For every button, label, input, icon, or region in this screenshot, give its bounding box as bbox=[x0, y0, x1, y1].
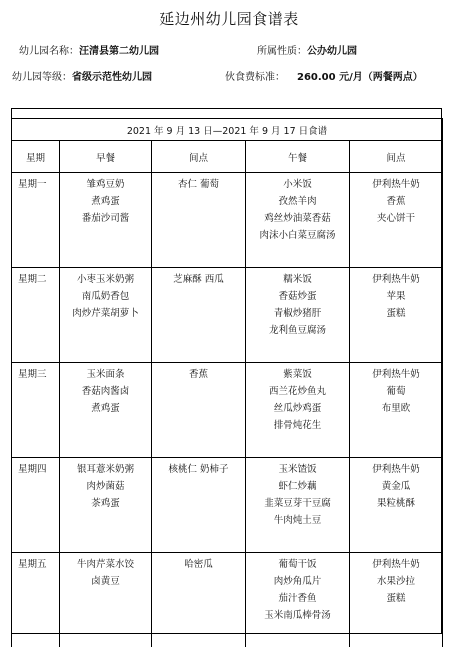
breakfast-item: 玉米面条 bbox=[86, 369, 125, 380]
date-range: 2021 年 9 月 13 日—2021 年 9 月 17 日食谱 bbox=[12, 119, 443, 141]
nature-label: 所属性质： bbox=[257, 46, 307, 57]
snack-2-item: 伊利热牛奶 bbox=[372, 369, 420, 380]
lunch-item: 排骨炖花生 bbox=[273, 420, 322, 431]
breakfast-item: 肉炒芹菜胡萝卜 bbox=[72, 308, 139, 319]
fee-label: 伙食费标准： bbox=[225, 72, 285, 83]
lunch-item: 小米饭 bbox=[283, 179, 312, 190]
snack-2-item: 布里欧 bbox=[381, 403, 411, 414]
lunch-item: 青椒炒猪肝 bbox=[273, 308, 322, 319]
day-row bbox=[12, 363, 443, 458]
lunch-cell bbox=[246, 363, 350, 458]
breakfast-item: 肉炒菌菇 bbox=[86, 481, 125, 492]
weekday-label: 星期三 bbox=[18, 369, 47, 380]
breakfast-cell bbox=[60, 363, 152, 458]
lunch-item: 茄汁香鱼 bbox=[278, 593, 317, 604]
lunch-item: 鸡丝炒油菜香菇 bbox=[264, 213, 331, 224]
lunch-cell bbox=[246, 268, 350, 363]
lunch-cell bbox=[246, 553, 350, 648]
fee-row bbox=[225, 68, 423, 83]
lunch-item: 丝瓜炒鸡蛋 bbox=[273, 403, 322, 414]
weekday-label: 星期五 bbox=[18, 559, 47, 570]
breakfast-item: 茶鸡蛋 bbox=[91, 498, 120, 509]
snack-2-cell bbox=[350, 553, 443, 648]
fee-value: 260.00 元/月（两餐两点） bbox=[297, 72, 423, 83]
header-snack-1: 间点 bbox=[152, 141, 246, 173]
breakfast-item: 煮鸡蛋 bbox=[91, 403, 120, 414]
snack-1-item: 芝麻酥 西瓜 bbox=[173, 274, 224, 285]
weekday-cell bbox=[12, 268, 60, 363]
weekday-label: 星期二 bbox=[18, 274, 47, 285]
day-row bbox=[12, 268, 443, 363]
lunch-item: 玉米馇饭 bbox=[278, 464, 317, 475]
snack-1-cell bbox=[152, 363, 246, 458]
breakfast-item: 香菇肉酱卤 bbox=[81, 386, 130, 397]
snack-2-item: 葡萄 bbox=[386, 386, 406, 397]
lunch-item: 西兰花炒鱼丸 bbox=[268, 386, 326, 397]
snack-2-item: 蛋糕 bbox=[386, 593, 406, 604]
weekday-label: 星期四 bbox=[18, 464, 47, 475]
day-row bbox=[12, 173, 443, 268]
snack-2-item: 伊利热牛奶 bbox=[372, 464, 420, 475]
lunch-cell bbox=[246, 173, 350, 268]
snack-1-item: 核桃仁 奶柿子 bbox=[168, 464, 229, 475]
lunch-item: 肉炒角瓜片 bbox=[273, 576, 322, 587]
breakfast-item: 煮鸡蛋 bbox=[91, 196, 120, 207]
lunch-cell bbox=[246, 458, 350, 553]
breakfast-item: 雏鸡豆奶 bbox=[86, 179, 125, 190]
breakfast-item: 牛肉芹菜水饺 bbox=[76, 559, 134, 570]
weekday-cell bbox=[12, 363, 60, 458]
nature-value: 公办幼儿园 bbox=[307, 46, 357, 57]
weekday-cell bbox=[12, 458, 60, 553]
day-row bbox=[12, 553, 443, 648]
lunch-item: 糯米饭 bbox=[283, 274, 312, 285]
header-row bbox=[12, 141, 443, 173]
lunch-item: 孜然羊肉 bbox=[278, 196, 317, 207]
grade-value: 省级示范性幼儿园 bbox=[72, 72, 152, 83]
lunch-item: 玉米南瓜棒骨汤 bbox=[264, 610, 331, 621]
snack-2-item: 苹果 bbox=[386, 291, 406, 302]
lunch-item: 葡萄干饭 bbox=[278, 559, 317, 570]
menu-table bbox=[11, 118, 443, 647]
lunch-item: 紫菜饭 bbox=[283, 369, 312, 380]
snack-2-item: 黄金瓜 bbox=[381, 481, 411, 492]
breakfast-item: 番茄沙司酱 bbox=[81, 213, 130, 224]
page-title: 延边州幼儿园食谱表 bbox=[159, 10, 299, 28]
nature-row bbox=[257, 42, 357, 57]
breakfast-item: 银耳薏米奶粥 bbox=[76, 464, 134, 475]
grade-row bbox=[12, 68, 152, 83]
snack-1-cell bbox=[152, 173, 246, 268]
weekday-label: 星期一 bbox=[18, 179, 47, 190]
lunch-item: 香菇炒蛋 bbox=[278, 291, 317, 302]
lunch-item: 韭菜豆芽干豆腐 bbox=[264, 498, 331, 509]
breakfast-item: 卤黄豆 bbox=[91, 576, 120, 587]
lunch-item: 牛肉炖土豆 bbox=[273, 515, 322, 526]
snack-2-item: 蛋糕 bbox=[386, 308, 406, 319]
breakfast-item: 小枣玉米奶粥 bbox=[76, 274, 134, 285]
lunch-item: 龙利鱼豆腐汤 bbox=[268, 325, 326, 336]
breakfast-cell bbox=[60, 268, 152, 363]
breakfast-cell bbox=[60, 553, 152, 648]
header-lunch: 午餐 bbox=[246, 141, 350, 173]
grade-label: 幼儿园等级： bbox=[12, 72, 72, 83]
snack-2-item: 伊利热牛奶 bbox=[372, 559, 420, 570]
snack-2-cell bbox=[350, 268, 443, 363]
lunch-item: 虾仁炒藕 bbox=[278, 481, 317, 492]
snack-1-item: 杏仁 葡萄 bbox=[177, 179, 220, 190]
kindergarten-name-label: 幼儿园名称： bbox=[19, 46, 79, 57]
snack-2-cell bbox=[350, 363, 443, 458]
snack-2-item: 香蕉 bbox=[386, 196, 406, 207]
weekday-cell bbox=[12, 173, 60, 268]
snack-1-cell bbox=[152, 458, 246, 553]
header-snack-2: 间点 bbox=[350, 141, 443, 173]
breakfast-cell bbox=[60, 173, 152, 268]
header-weekday: 星期 bbox=[12, 141, 60, 173]
snack-2-cell bbox=[350, 173, 443, 268]
snack-2-item: 水果沙拉 bbox=[376, 576, 415, 587]
snack-2-item: 伊利热牛奶 bbox=[372, 179, 420, 190]
snack-1-cell bbox=[152, 553, 246, 648]
day-row bbox=[12, 458, 443, 553]
breakfast-item: 南瓜奶香包 bbox=[81, 291, 130, 302]
kindergarten-name-row bbox=[19, 42, 159, 57]
snack-1-cell bbox=[152, 268, 246, 363]
breakfast-cell bbox=[60, 458, 152, 553]
snack-2-item: 果粒桃酥 bbox=[376, 498, 415, 509]
header-breakfast: 早餐 bbox=[60, 141, 152, 173]
snack-1-item: 哈密瓜 bbox=[184, 559, 213, 570]
weekday-cell bbox=[12, 553, 60, 648]
kindergarten-name-value: 汪清县第二幼儿园 bbox=[79, 46, 159, 57]
snack-1-item: 香蕉 bbox=[188, 369, 208, 380]
snack-2-item: 伊利热牛奶 bbox=[372, 274, 420, 285]
snack-2-cell bbox=[350, 458, 443, 553]
lunch-item: 肉沫小白菜豆腐汤 bbox=[259, 230, 336, 241]
snack-2-item: 夹心饼干 bbox=[376, 213, 415, 224]
